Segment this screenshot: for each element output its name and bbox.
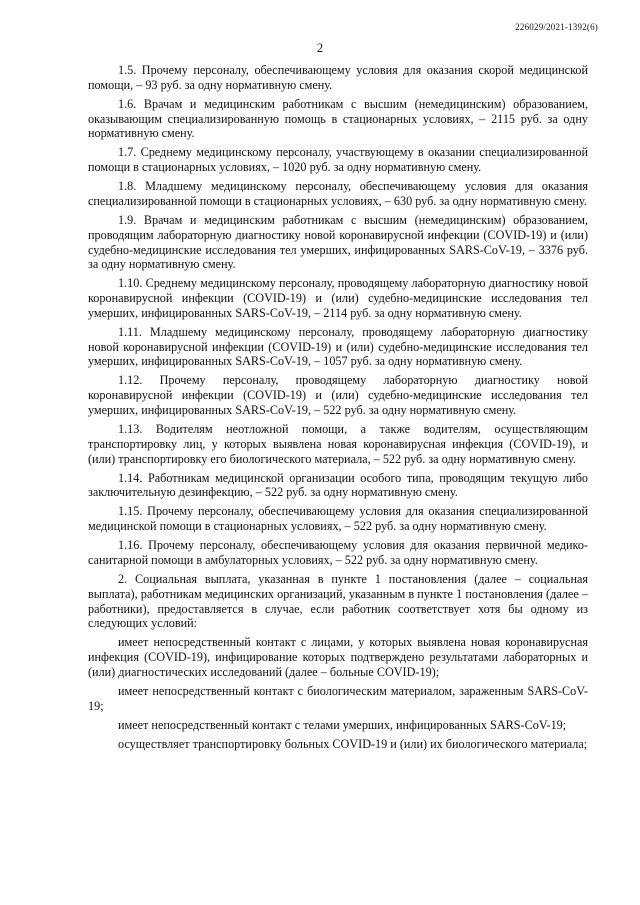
condition-item: имеет непосредственный контакт с телами умерших, инфицированных SARS-CoV-19; [118,717,567,732]
paragraph-1-12: 1.12. Прочему персоналу, проводящему лабораторную диагностику новой коронавирусной инфекции (COVID-19) и (или) судебно-медицинские исследования тел умерших, инфицированных SARS-CoV-19, – 522 руб. за одну нормативную смену. [88,373,588,418]
document-id: 226029/2021-1392(6) [515,22,598,32]
paragraph-1-9: 1.9. Врачам и медицинским работникам с высшим (немедицинским) образованием, проводящим лабораторную диагностику новой коронавирусной инфекции (COVID-19) и (или) судебно-медицинские исследования тел умерших, инфицированных SARS-CoV-19, – 3376 руб. за одну нормативную смену. [88,212,588,272]
paragraph-1-15: 1.15. Прочему персоналу, обеспечивающему условия для оказания специализированной медицинской помощи в стационарных условиях, – 522 руб. за одну нормативную смену. [88,504,588,534]
paragraph-1-5: 1.5. Прочему персоналу, обеспечивающему условия для оказания скорой медицинской помощи, – 93 руб. за одну нормативную смену. [88,63,588,92]
paragraph-1-10: 1.10. Среднему медицинскому персоналу, проводящему лабораторную диагностику новой коронавирусной инфекции (COVID-19) и (или) судебно-медицинские исследования тел умерших, инфицированных SARS-CoV-19, – 2114 руб. за одну нормативную смену. [88,276,588,320]
condition-item: имеет непосредственный контакт с лицами, у которых выявлена новая коронавирусная инфекция (COVID-19), инфицирование которых подтверждено результатами лабораторных и (или) диагностических исследований (далее – больные COVID-19); [88,635,588,679]
paragraph-1-11: 1.11. Младшему медицинскому персоналу, проводящему лабораторную диагностику новой коронавирусной инфекции (COVID-19) и (или) судебно-медицинские исследования тел умерших, инфицированных SARS-CoV-19, – 1057 руб. за одну нормативную смену. [88,324,588,369]
paragraph-1-14: 1.14. Работникам медицинской организации особого типа, проводящим текущую либо заключительную дезинфекцию, – 522 руб. за одну нормативную смену. [88,470,588,500]
document-body [88,63,588,756]
paragraph-1-8: 1.8. Младшему медицинскому персоналу, обеспечивающему условия для оказания специализированной помощи в стационарных условиях, – 630 руб. за одну нормативную смену. [88,179,588,208]
paragraph-1-6: 1.6. Врачам и медицинским работникам с высшим (немедицинским) образованием, оказывающим специализированную помощь в стационарных условиях, – 2115 руб. за одну нормативную смену. [88,96,588,141]
paragraph-1-7: 1.7. Среднему медицинскому персоналу, участвующему в оказании специализированной помощи в стационарных условиях, – 1020 руб. за одну нормативную смену. [88,145,588,175]
condition-item: имеет непосредственный контакт с биологическим материалом, зараженным SARS-CoV-19; [88,683,588,713]
page-number: 2 [316,41,324,55]
paragraph-1-16: 1.16. Прочему персоналу, обеспечивающему условия для оказания первичной медико-санитарной помощи в амбулаторных условиях, – 522 руб. за одну нормативную смену. [88,538,588,567]
condition-item: осуществляет транспортировку больных COVID-19 и (или) их биологического материала; [118,736,588,751]
paragraph-1-13: 1.13. Водителям неотложной помощи, а также водителям, осуществляющим транспортировку лиц, у которых выявлена новая коронавирусная инфекция (COVID-19), и (или) транспортировку его биологического материала, – 522 руб. за одну нормативную смену. [88,422,588,466]
paragraph-2: 2. Социальная выплата, указанная в пункте 1 постановления (далее – социальная выплата), работникам медицинских организаций, указанным в пункте 1 постановления (далее – работники), предоставляется в случае, если работник соответствует хотя бы одному из следующих условий: [88,571,588,631]
